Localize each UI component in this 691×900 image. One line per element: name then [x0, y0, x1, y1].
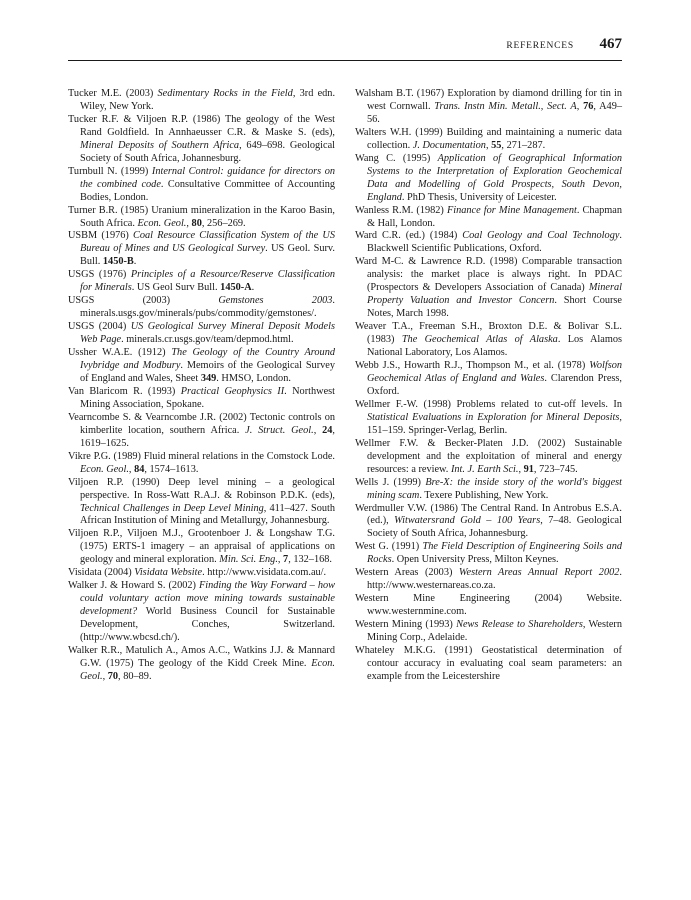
reference-title: Statistical Evaluations in Exploration for Mineral Deposits [367, 411, 620, 423]
reference-entry: Walters W.H. (1999) Building and maintaining a numeric data collection. J. Documentation, 55, 271–287. [355, 126, 622, 151]
reference-entry [68, 114, 335, 166]
reference-title: Application of Geographical Information Systems to the Interpretation of Exploration Geochemical Data and Modelling of Gold Prospects, South Devon, England [367, 152, 622, 203]
reference-text: Western Areas (2003) [355, 567, 459, 579]
reference-title: Coal Resource Classification System of the US Bureau of Mines and US Geological Survey [80, 230, 335, 255]
reference-text: . Memoirs of the Geological Survey of England and Wales, Sheet [80, 360, 335, 384]
reference-volume: 24 [322, 424, 333, 436]
reference-text: Wanless R.M. (1982) [355, 204, 447, 216]
reference-title: Mineral Property Valuation and Investor Concern [367, 282, 622, 307]
reference-text: Ward C.R. (ed.) (1984) [355, 230, 463, 242]
reference-text: , 3rd edn. Wiley, New York. [80, 88, 336, 112]
reference-text: Western Mine Engineering (2004) Website. www.westernmine.com. [355, 593, 622, 618]
reference-entry: Vikre P.G. (1989) Fluid mineral relations in the Comstock Lode. Econ. Geol., 84, 1574–1613. [68, 450, 335, 475]
reference-text: , 1619–1625. [80, 424, 335, 449]
reference-title: Mineral Deposits of Southern Africa [80, 139, 240, 151]
reference-entry [355, 567, 622, 593]
reference-text: USGS (1976) [68, 269, 131, 281]
reference-text: Visidata (2004) [68, 567, 135, 579]
reference-title: Min. Sci. Eng. [219, 554, 278, 566]
reference-entry [355, 399, 622, 438]
reference-title: Trans. Instn Min. Metall., Sect. A [434, 100, 577, 112]
reference-volume: 1450-B [102, 256, 134, 268]
reference-entry: Viljoen R.P., Viljoen M.J., Grootenboer J. & Longshaw T.G. (1975) ERTS-1 imagery – an appraisal of applications on geology and mineral exploration. Min. Sci. Eng., 7, 132–168. [68, 528, 335, 566]
reference-text: Ward M-C. & Lawrence R.D. (1998) Comparable transaction analysis: the market place is always right. In PDAC (Prospectors & Developers Association of Canada) [355, 256, 622, 294]
reference-title: Wolfson Geochemical Atlas of England and Wales [367, 360, 622, 384]
reference-text: , 132–168. [288, 554, 332, 566]
page-number: 467 [599, 36, 622, 52]
reference-text: Tucker R.F. & Viljoen R.P. (1986) The geology of the West Rand Goldfield. In Annhaeusser C.R. & Maske S. (eds), [68, 113, 335, 138]
reference-text: Walker J. & Howard S. (2002) [68, 580, 199, 592]
reference-text: , 723–745. [533, 463, 578, 475]
reference-title: Gemstones 2003 [218, 295, 333, 307]
reference-title: Bre-X: the inside story of the world's biggest mining scam [367, 476, 623, 501]
reference-entry [68, 269, 335, 295]
reference-volume: 1450-A [220, 282, 252, 294]
reference-text: . Consultative Committee of Accounting Bodies, London. [80, 178, 335, 203]
reference-text: , 7–48. Geological Society of South Africa, Johannesburg. [367, 515, 622, 540]
reference-text: Walters W.H. (1999) Building and maintaining a numeric data collection. [355, 126, 622, 151]
reference-text: . Texere Publishing, New York. [419, 489, 549, 501]
reference-entry [68, 321, 335, 347]
reference-title: Finance for Mine Management [446, 204, 577, 216]
reference-text: Weaver T.A., Freeman S.H., Broxton D.E. & Bolivar S.L. (1983) [355, 321, 622, 346]
reference-text: Ussher W.A.E. (1912) [68, 347, 172, 359]
reference-entry [355, 153, 622, 205]
reference-title: Witwatersrand Gold – 100 Years [394, 515, 541, 527]
reference-title: The Geology of the Country Around Ivybridge and Modbury [80, 347, 335, 372]
reference-title: Principles of a Resource/Reserve Classification for Minerals [80, 269, 335, 294]
reference-entry [68, 166, 335, 205]
reference-text: Viljoen R.P., Viljoen M.J., Grootenboer J. & Longshaw T.G. (1975) ERTS-1 imagery – an appraisal of applications on geology and mineral exploration. [68, 528, 335, 566]
reference-text: Webb J.S., Howarth R.J., Thompson M., et al. (1978) [355, 360, 590, 372]
reference-volume: 76 [583, 100, 594, 112]
reference-text: , 151–159. Springer-Verlag, Berlin. [367, 411, 622, 436]
reference-text: . http://www.visidata.com.au/. [202, 567, 327, 579]
reference-text: Vikre P.G. (1989) Fluid mineral relations in the Comstock Lode. [68, 450, 335, 462]
reference-title: Econ. Geol. [80, 463, 129, 475]
reference-entry [355, 360, 622, 399]
reference-title: Coal Geology and Coal Technology [462, 230, 620, 242]
reference-title: Visidata Website [134, 567, 203, 579]
reference-text: . http://www.westernareas.co.za. [367, 567, 622, 592]
reference-entry [355, 230, 622, 256]
references-left-column [68, 88, 335, 684]
reference-text: . Chapman & Hall, London. [367, 204, 623, 229]
reference-text: Wells J. (1999) [355, 476, 426, 488]
reference-text: . Short Course Notes, March 1998. [367, 295, 622, 320]
reference-entry: Walker R.R., Matulich A., Amos A.C., Watkins J.J. & Mannard G.W. (1975) The geology of the Kidd Creek Mine. Econ. Geol., 70, 80–89. [68, 644, 335, 682]
reference-entry [68, 230, 335, 269]
reference-text: . minerals.usgs.gov/minerals/pubs/commodity/gemstones/. [80, 295, 335, 320]
reference-entry [355, 205, 622, 231]
reference-text: Turnbull N. (1999) [68, 165, 152, 177]
reference-text: . Los Alamos National Laboratory, Los Alamos. [367, 334, 622, 359]
reference-volume: 80 [191, 217, 202, 229]
reference-entry [355, 256, 622, 321]
reference-entry [68, 477, 335, 529]
reference-text: , A49–56. [367, 100, 623, 125]
reference-text: . HMSO, London. [216, 372, 291, 384]
reference-text: . Blackwell Scientific Publications, Oxford. [367, 230, 622, 255]
reference-entry [68, 386, 335, 412]
reference-text: , 271–287. [501, 139, 546, 151]
reference-text: USBM (1976) [68, 230, 133, 242]
reference-title: Western Areas Annual Report 2002 [458, 567, 620, 579]
reference-title: Internal Control: guidance for directors on the combined code [80, 165, 335, 190]
reference-text: . minerals.cr.usgs.gov/team/depmod.html. [121, 334, 294, 346]
reference-text: Turner B.R. (1985) Uranium mineralization in the Karoo Basin, South Africa. [68, 204, 335, 229]
reference-volume: 91 [523, 463, 534, 475]
reference-text: USGS (2004) [68, 321, 131, 333]
running-head-title: REFERENCES [506, 41, 574, 51]
reference-title: Econ. Geol. [137, 217, 187, 229]
reference-text: . US Geol Surv Bull. [131, 282, 221, 294]
reference-entry: Turner B.R. (1985) Uranium mineralization in the Karoo Basin, South Africa. Econ. Geol., 80, 256–269. [68, 204, 335, 229]
reference-title: News Release to Shareholders [456, 619, 583, 631]
reference-entry [68, 567, 335, 580]
reference-entry [355, 477, 622, 503]
reference-title: Econ. Geol. [80, 657, 335, 682]
reference-entry [355, 321, 622, 360]
reference-text: Wang C. (1995) [355, 152, 438, 164]
reference-text: USGS (2003) [68, 295, 219, 307]
reference-text: Werdmuller V.W. (1986) The Central Rand. In Antrobus E.S.A. (ed.), [355, 502, 622, 527]
reference-text: , 411–427. South African Institution of Mining and Metallurgy, Johannesburg. [80, 502, 335, 527]
reference-title: Sedimentary Rocks in the Field [157, 88, 293, 99]
reference-entry [68, 295, 335, 321]
reference-text: . [251, 282, 255, 294]
reference-entry: Vearncombe S. & Vearncombe J.R. (2002) Tectonic controls on kimberlite location, southern Africa. J. Struct. Geol., 24, 1619–1625. [68, 411, 335, 449]
reference-title: J. Struct. Geol. [245, 424, 314, 436]
reference-text: , 649–698. Geological Society of South Africa, Johannesburg. [80, 139, 336, 164]
reference-text: Walker R.R., Matulich A., Amos A.C., Watkins J.J. & Mannard G.W. (1975) The geology of the Kidd Creek Mine. [68, 644, 335, 669]
references-right-column [355, 88, 622, 684]
reference-volume: 55 [491, 139, 502, 151]
reference-entry [68, 580, 335, 645]
reference-text: Whateley M.K.G. (1991) Geostatistical determination of contour accuracy in evaluating coal seam parameters: an example from the Leicestershire [355, 644, 622, 682]
reference-entry [355, 541, 622, 567]
reference-text: . Open University Press, Milton Keynes. [391, 554, 559, 566]
reference-text: Viljoen R.P. (1990) Deep level mining – a geological perspective. In Ross-Watt R.A.J. & Robinson P.D.K. (eds), [68, 476, 335, 501]
reference-title: US Geological Survey Mineral Deposit Models Web Page [80, 321, 335, 346]
reference-entry [355, 619, 622, 645]
reference-text: World Business Council for Sustainable Development, Conches, Switzerland. (http://www.wbcsd.ch/). [80, 606, 335, 644]
reference-text: Western Mining (1993) [355, 619, 457, 631]
reference-text: Wellmer F.W. & Becker-Platen J.D. (2002) Sustainable development and the exploitation of mineral and energy resources: a review. [355, 437, 622, 475]
reference-title: Technical Challenges in Deep Level Mining [80, 502, 264, 514]
reference-text: West G. (1991) [355, 541, 423, 553]
reference-volume: 349 [200, 372, 217, 384]
reference-title: Finding the Way Forward – how could voluntary action move mining towards sustainable development? [80, 580, 335, 618]
reference-text: Tucker M.E. (2003) [68, 88, 158, 99]
reference-text: Van Blaricom R. (1993) [68, 385, 181, 397]
reference-text: , Western Mining Corp., Adelaide. [367, 619, 622, 644]
reference-text: , 1574–1613. [144, 463, 199, 475]
reference-entry [355, 593, 622, 619]
reference-entry [68, 88, 335, 114]
reference-text: , 80–89. [118, 670, 152, 682]
reference-title: The Geochemical Atlas of Alaska [401, 334, 558, 346]
reference-entry: Walsham B.T. (1967) Exploration by diamond drilling for tin in west Cornwall. Trans. Instn Min. Metall., Sect. A, 76, A49–56. [355, 88, 623, 125]
reference-text: . US Geol. Surv. Bull. [80, 243, 335, 268]
reference-text: Vearncombe S. & Vearncombe J.R. (2002) Tectonic controls on kimberlite location, southern Africa. [68, 411, 335, 436]
reference-volume: 84 [134, 463, 145, 475]
reference-text: , 256–269. [201, 217, 246, 229]
reference-text: Wellmer F.-W. (1998) Problems related to cut-off levels. In [355, 398, 622, 410]
reference-text: . Northwest Mining Association, Spokane. [80, 385, 336, 410]
running-header [68, 36, 622, 61]
reference-volume: 7 [283, 554, 289, 566]
reference-title: Int. J. Earth Sci. [450, 463, 519, 475]
reference-text: . [133, 256, 137, 268]
reference-text: . Clarendon Press, Oxford. [367, 372, 622, 397]
reference-entry [355, 645, 622, 684]
reference-text: Walsham B.T. (1967) Exploration by diamond drilling for tin in west Cornwall. [355, 88, 622, 112]
reference-entry [355, 503, 622, 542]
reference-text: . PhD Thesis, University of Leicester. [401, 191, 557, 203]
reference-title: J. Documentation [412, 139, 486, 151]
reference-entry [68, 347, 335, 386]
reference-volume: 70 [107, 670, 119, 682]
reference-entry: Wellmer F.W. & Becker-Platen J.D. (2002) Sustainable development and the exploitation of mineral and energy resources: a review. Int. J. Earth Sci., 91, 723–745. [355, 437, 622, 475]
reference-title: Practical Geophysics II [180, 385, 285, 397]
reference-title: The Field Description of Engineering Soils and Rocks [367, 541, 622, 566]
